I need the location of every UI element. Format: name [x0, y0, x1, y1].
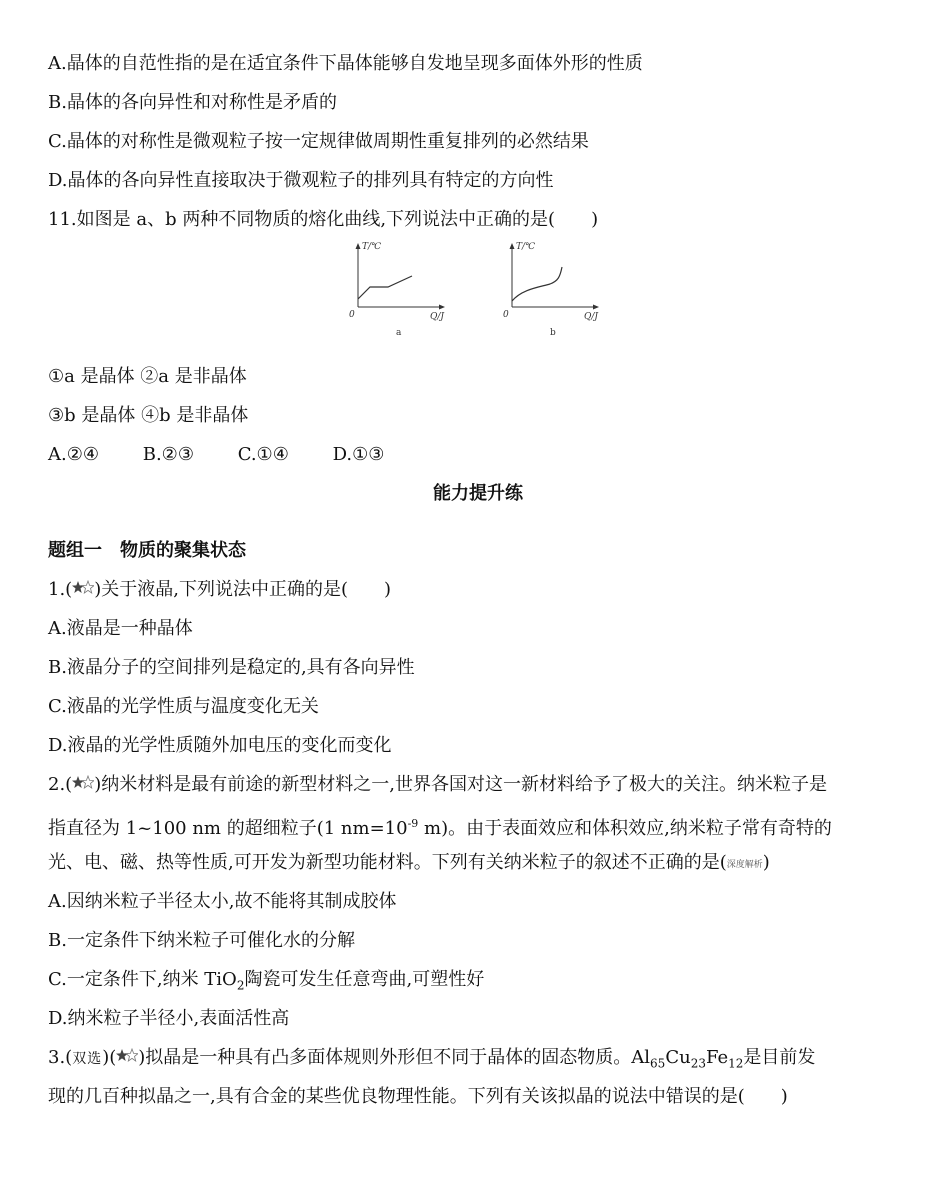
q2-option-c-end: 陶瓷可发生任意弯曲,可塑性好 [244, 969, 485, 990]
q2-line-3-end: ) [762, 852, 770, 873]
document-page [48, 44, 908, 1116]
q11-stem: 11.如图是 a、b 两种不同物质的熔化曲线,下列说法中正确的是( ) [48, 209, 599, 230]
q11-choice-b: B.②③ [142, 444, 194, 465]
difficulty-stars-icon [72, 766, 94, 782]
q10-option-d: D.晶体的各向异性直接取决于微观粒子的排列具有特定的方向性 [48, 170, 554, 191]
q11-choice-a: A.②④ [48, 444, 99, 465]
section-title: 能力提升练 [433, 483, 523, 504]
q11-statements-2: ③b 是晶体 ④b 是非晶体 [48, 405, 249, 426]
melting-curve-b [500, 239, 610, 344]
graph-a-caption: a [396, 328, 402, 338]
graph-b-origin: 0 [503, 310, 509, 320]
q3-fe: Fe [705, 1047, 729, 1068]
q2-exponent: -9 [407, 817, 419, 830]
q3-sub-fe: 12 [728, 1056, 744, 1071]
q3-paren: )( [102, 1047, 117, 1068]
q2-option-c-text: C.一定条件下,纳米 TiO [48, 969, 237, 990]
q11-choice-c: C.①④ [237, 444, 289, 465]
q2-option-c-sub: 2 [236, 978, 245, 993]
q2-line-2-text: 指直径为 1~100 nm 的超细粒子(1 nm=10 [48, 818, 408, 839]
q3-sub-al: 65 [650, 1056, 666, 1071]
q2-line-1-text: )纳米材料是最有前途的新型材料之一,世界各国对这一新材料给予了极大的关注。纳米粒子是 [94, 774, 827, 795]
difficulty-stars-icon [116, 1039, 138, 1055]
q10-option-a: A.晶体的自范性指的是在适宜条件下晶体能够自发地呈现多面体外形的性质 [48, 53, 643, 74]
q11-graphs [48, 239, 908, 357]
q2-line-1 [48, 765, 908, 804]
graph-b-ylabel: T/℃ [516, 242, 536, 252]
q3-line-1-text: )拟晶是一种具有凸多面体规则外形但不同于晶体的固态物质。Al [138, 1047, 651, 1068]
melting-curve-a [346, 239, 456, 344]
q11-choice-d: D.①③ [332, 444, 385, 465]
q2-option-d: D.纳米粒子半径小,表面活性高 [48, 1008, 290, 1029]
q1-option-a: A.液晶是一种晶体 [48, 618, 193, 639]
q3-line-2: 现的几百种拟晶之一,具有合金的某些优良物理性能。下列有关该拟晶的说法中错误的是( ) [48, 1086, 788, 1107]
q3-sub-cu: 23 [690, 1056, 706, 1071]
q3-cu: Cu [665, 1047, 691, 1068]
q10-option-c: C.晶体的对称性是微观粒子按一定规律做周期性重复排列的必然结果 [48, 131, 589, 152]
group-title: 题组一 物质的聚集状态 [48, 540, 246, 561]
graph-a-origin: 0 [349, 310, 355, 320]
deep-analysis-tag[interactable]: 深度解析 [726, 860, 763, 870]
q2-line-2 [48, 804, 908, 843]
q1-option-d: D.液晶的光学性质随外加电压的变化而变化 [48, 735, 392, 756]
q2-option-c [48, 960, 908, 999]
q11-statements-1: ①a 是晶体 ②a 是非晶体 [48, 366, 247, 387]
q2-line-3 [48, 843, 908, 882]
q1-option-b: B.液晶分子的空间排列是稳定的,具有各向异性 [48, 657, 415, 678]
graph-a-ylabel: T/℃ [362, 242, 382, 252]
q2-option-b: B.一定条件下纳米粒子可催化水的分解 [48, 930, 355, 951]
double-choice-tag: 双选 [72, 1051, 103, 1067]
q1-number: 1.( [48, 579, 73, 600]
q1-option-c: C.液晶的光学性质与温度变化无关 [48, 696, 319, 717]
q2-number: 2.( [48, 774, 73, 795]
q1-stem [48, 570, 908, 609]
q3-number: 3.( [48, 1047, 73, 1068]
q3-line-1 [48, 1038, 908, 1077]
q10-option-b: B.晶体的各向异性和对称性是矛盾的 [48, 92, 337, 113]
difficulty-stars-icon [72, 571, 94, 587]
q11-choices [48, 435, 908, 474]
graph-b-caption: b [550, 328, 556, 338]
q3-line-1-end: 是目前发 [743, 1047, 816, 1068]
graph-a-xlabel: Q/J [430, 312, 445, 322]
q2-line-2-end: m)。由于表面效应和体积效应,纳米粒子常有奇特的 [418, 818, 832, 839]
q2-option-a: A.因纳米粒子半径太小,故不能将其制成胶体 [48, 891, 397, 912]
q1-stem-text: )关于液晶,下列说法中正确的是( ) [94, 579, 391, 600]
q2-line-3-text: 光、电、磁、热等性质,可开发为新型功能材料。下列有关纳米粒子的叙述不正确的是( [48, 852, 727, 873]
graph-b-xlabel: Q/J [584, 312, 599, 322]
